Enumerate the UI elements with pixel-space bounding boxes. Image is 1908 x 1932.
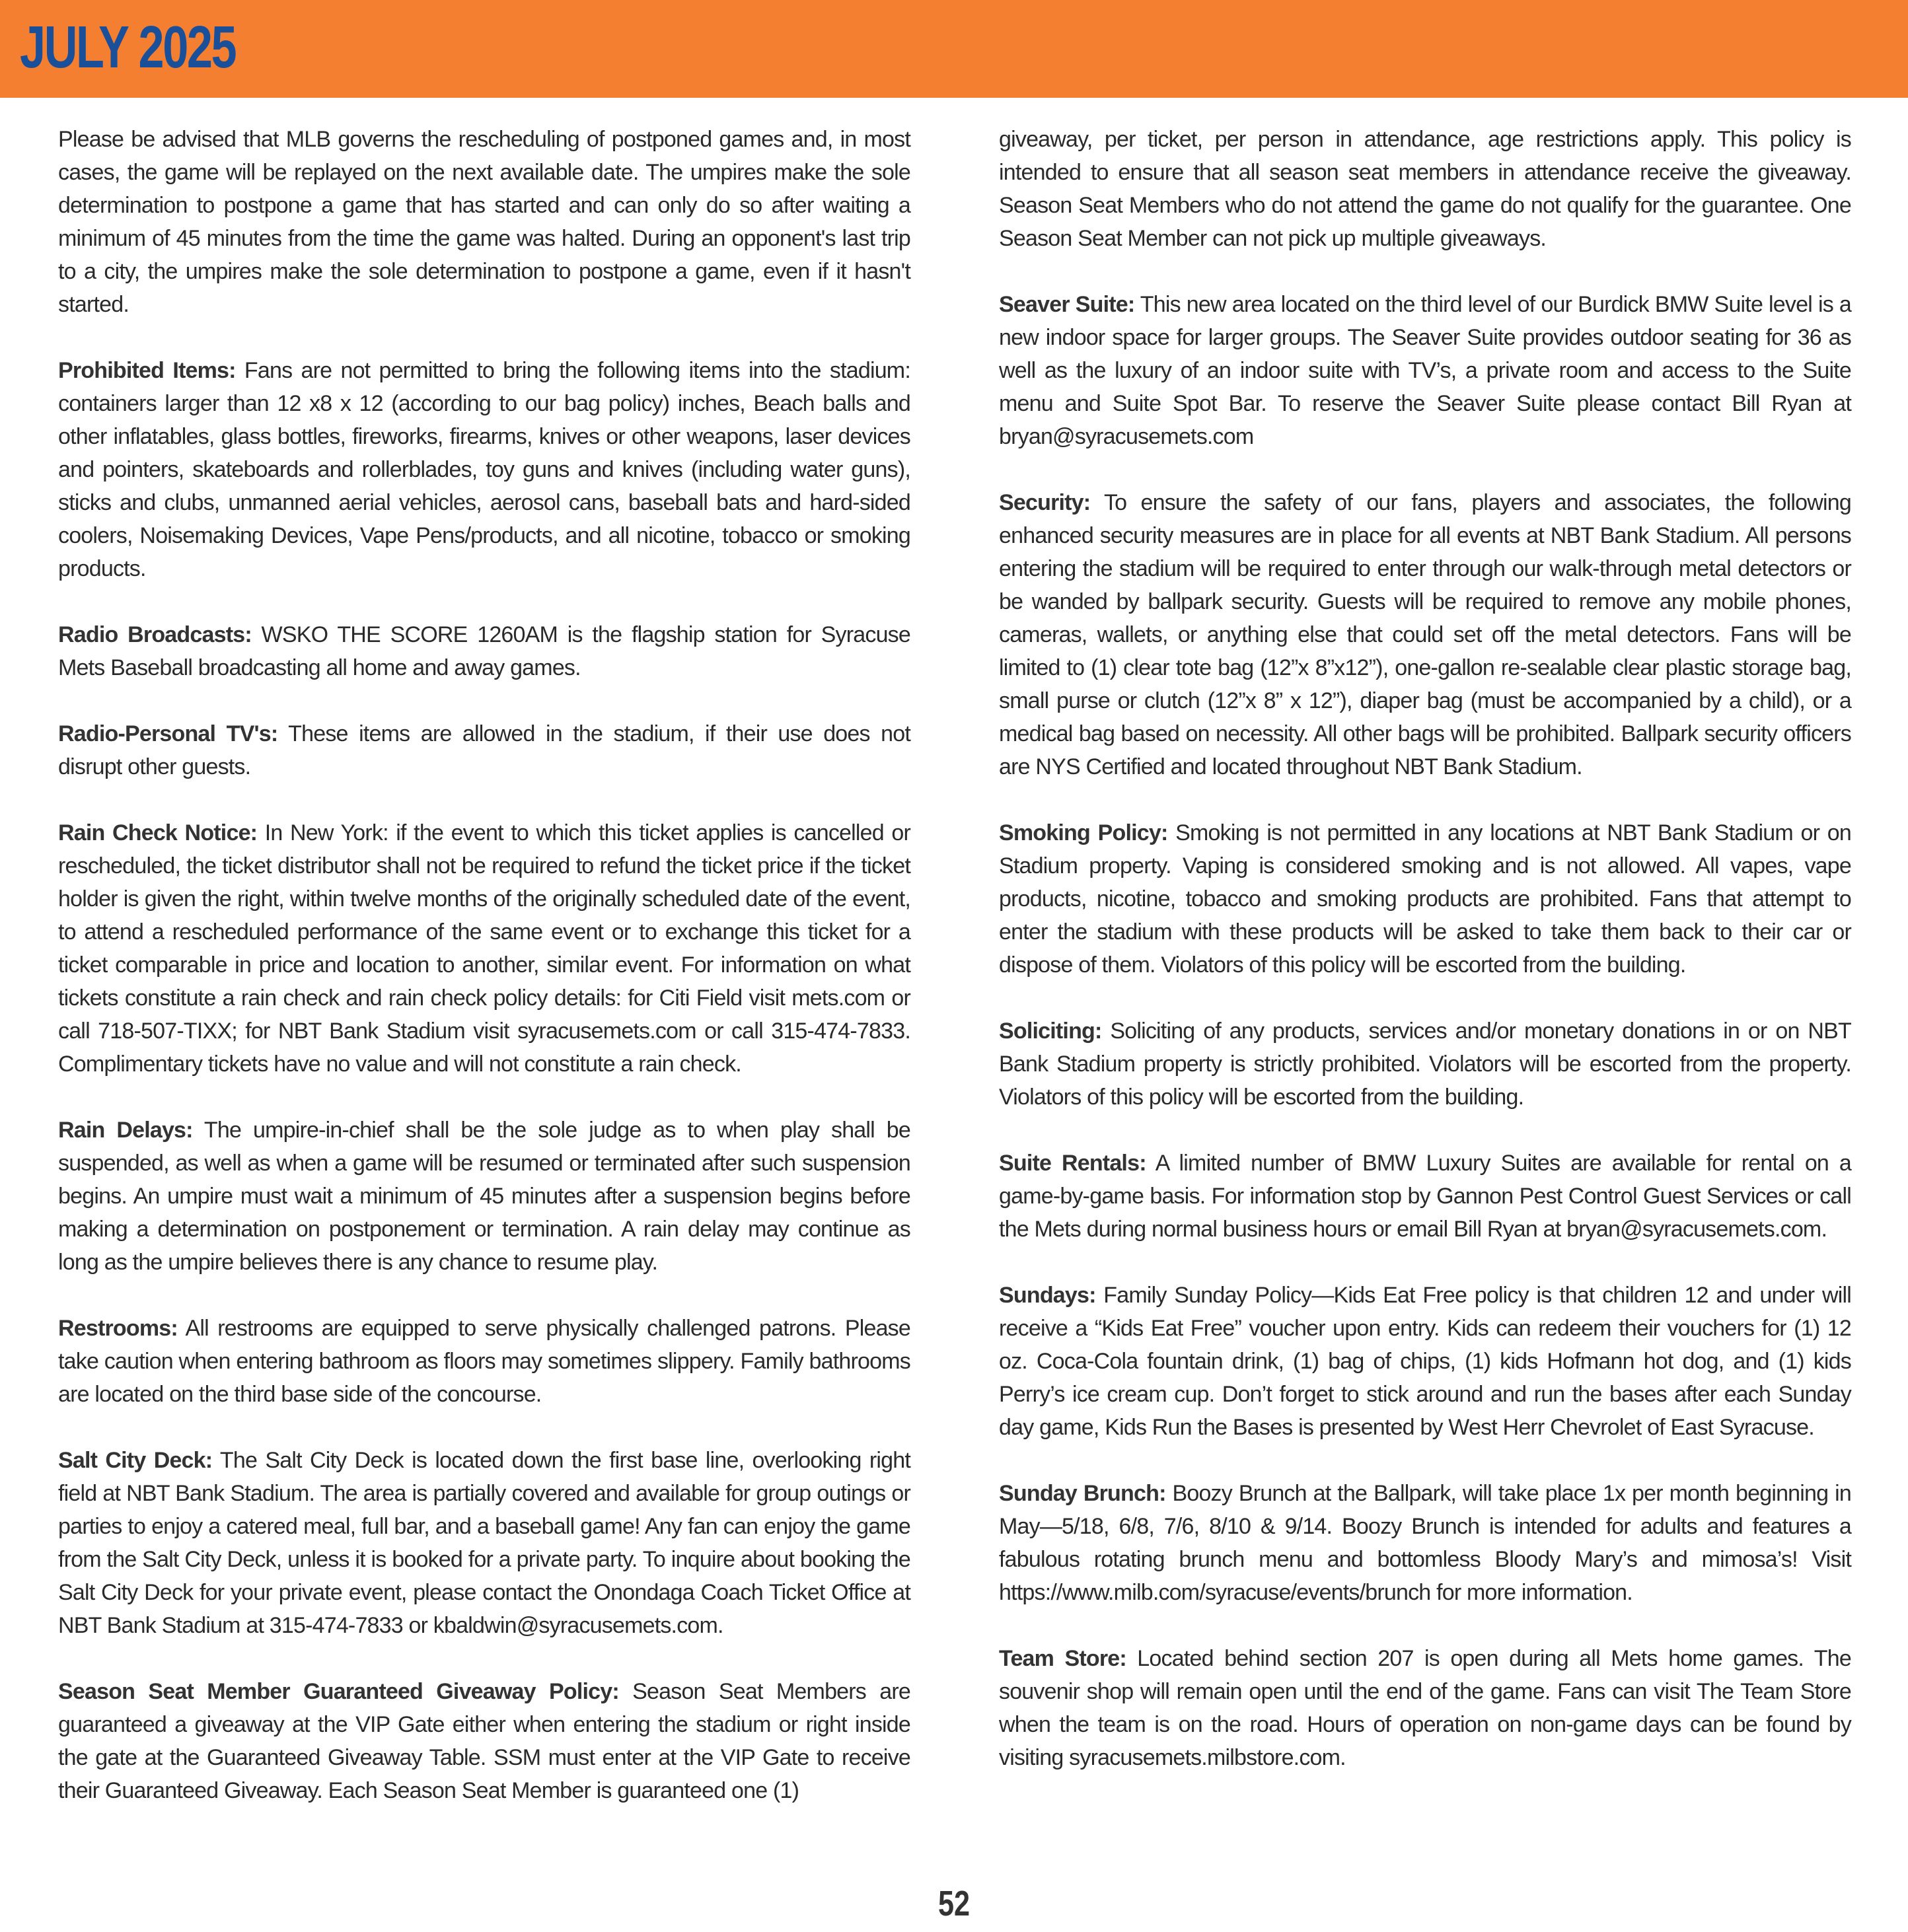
policy-text: A limited number of BMW Luxury Suites are available for rental on a game-by-game basis. For information stop by Gannon Pest Control Guest Services or call the Mets during normal business hours or email Bill Ryan at bryan@syracusemets.com. xyxy=(999,1151,1851,1242)
policy-label: Team Store: xyxy=(999,1646,1126,1671)
policy-label: Season Seat Member Guaranteed Giveaway Policy: xyxy=(58,1679,619,1704)
policy-text: WSKO THE SCORE 1260AM is the flagship station for Syracuse Mets Baseball broadcasting all home and away games. xyxy=(58,622,910,680)
policy-paragraph xyxy=(58,1312,910,1411)
policy-label: Soliciting: xyxy=(999,1019,1102,1044)
header-bar xyxy=(0,0,1908,98)
policy-paragraph xyxy=(999,1642,1851,1774)
policy-text: To ensure the safety of our fans, players and associates, the following enhanced security measures are in place for all events at NBT Bank Stadium. All persons entering the stadium will be required to enter through our walk-through metal detectors or be wanded by ballpark security. Guests will be required to remove any mobile phones, cameras, wallets, or anything else that could set off the metal detectors. Fans will be limited to (1) clear tote bag (12”x 8”x12”), one-gallon re-sealable clear plastic storage bag, small purse or clutch (12”x 8” x 12”), diaper bag (must be accompanied by a child), or a medical bag based on necessity. All other bags will be prohibited. Ballpark security officers are NYS Certified and located throughout NBT Bank Stadium. xyxy=(999,490,1851,779)
policy-paragraph xyxy=(999,1477,1851,1609)
left-column xyxy=(58,123,910,1840)
policy-label: Rain Check Notice: xyxy=(58,820,258,845)
policy-paragraph xyxy=(58,1444,910,1642)
policy-paragraph xyxy=(58,354,910,585)
policy-text: Boozy Brunch at the Ballpark, will take place 1x per month beginning in May—5/18, 6/8, 7/6, 8/10 & 9/14. Boozy Brunch is intended for adults and features a fabulous rotating brunch menu and bottomless Bloody Mary’s and mimosa’s! Visit https://www.milb.com/syracuse/events/brunch for more information. xyxy=(999,1481,1851,1605)
policy-label: Rain Delays: xyxy=(58,1118,193,1143)
policy-label: Salt City Deck: xyxy=(58,1448,213,1473)
policy-paragraph xyxy=(999,288,1851,453)
policy-label: Radio Broadcasts: xyxy=(58,622,252,647)
policy-label: Security: xyxy=(999,490,1091,515)
policy-label: Restrooms: xyxy=(58,1316,178,1341)
policy-text: Soliciting of any products, services and/or monetary donations in or on NBT Bank Stadium property is strictly prohibited. Violators will be escorted from the property. Violators of this policy will be escorted from the building. xyxy=(999,1019,1851,1110)
policy-paragraph xyxy=(999,486,1851,783)
policy-text: All restrooms are equipped to serve physically challenged patrons. Please take caution when entering bathroom as floors may sometimes slippery. Family bathrooms are located on the third base side of the concourse. xyxy=(58,1316,910,1407)
policy-text: giveaway, per ticket, per person in attendance, age restrictions apply. This policy is intended to ensure that all season seat members in attendance receive the giveaway. Season Seat Members who do not attend the game do not qualify for the guarantee. One Season Seat Member can not pick up multiple giveaways. xyxy=(999,127,1851,251)
policy-label: Sunday Brunch: xyxy=(999,1481,1166,1506)
policy-paragraph xyxy=(58,618,910,684)
page-number: 52 xyxy=(937,1884,971,1923)
policy-text: Season Seat Members are guaranteed a giveaway at the VIP Gate either when entering the stadium or right inside the gate at the Guaranteed Giveaway Table. SSM must enter at the VIP Gate to receive their Guaranteed Giveaway. Each Season Seat Member is guaranteed one (1) xyxy=(58,1679,911,1803)
right-column xyxy=(999,123,1851,1807)
page-title: JULY 2025 xyxy=(20,15,236,81)
policy-paragraph xyxy=(58,717,910,783)
policy-label: Smoking Policy: xyxy=(999,820,1168,845)
policy-paragraph xyxy=(58,816,910,1081)
policy-paragraph xyxy=(999,123,1851,255)
policy-text: Smoking is not permitted in any locations at NBT Bank Stadium or on Stadium property. Vaping is considered smoking and is not allowed. All vapes, vape products, nicotine, tobacco and smoking products are prohibited. Fans that attempt to enter the stadium with these products will be asked to take them back to their car or dispose of them. Violators of this policy will be escorted from the building. xyxy=(999,820,1851,978)
policy-paragraph xyxy=(58,1675,910,1807)
policy-text: The Salt City Deck is located down the first base line, overlooking right field at NBT Bank Stadium. The area is partially covered and available for group outings or parties to enjoy a catered meal, full bar, and a baseball game! Any fan can enjoy the game from the Salt City Deck, unless it is booked for a private party. To inquire about booking the Salt City Deck for your private event, please contact the Onondaga Coach Ticket Office at NBT Bank Stadium at 315-474-7833 or kbaldwin@syracusemets.com. xyxy=(58,1448,910,1638)
policy-text: Fans are not permitted to bring the following items into the stadium: containers larger than 12 x8 x 12 (according to our bag policy) inches, Beach balls and other inflatables, glass bottles, fireworks, firearms, knives or other weapons, laser devices and pointers, skateboards and rollerblades, toy guns and knives (including water guns), sticks and clubs, unmanned aerial vehicles, aerosol cans, baseball bats and hard-sided coolers, Noisemaking Devices, Vape Pens/products, and all nicotine, tobacco or smoking products. xyxy=(58,358,910,581)
policy-text: In New York: if the event to which this ticket applies is cancelled or rescheduled, the ticket distributor shall not be required to refund the ticket price if the ticket holder is given the right, within twelve months of the originally scheduled date of the event, to attend a rescheduled performance of the same event or to exchange this ticket for a ticket comparable in price and location to another, similar event. For information on what tickets constitute a rain check and rain check policy details: for Citi Field visit mets.com or call 718-507-TIXX; for NBT Bank Stadium visit syracusemets.com or call 315-474-7833. Complimentary tickets have no value and will not constitute a rain check. xyxy=(58,820,911,1077)
policy-label: Prohibited Items: xyxy=(58,358,236,383)
policy-paragraph xyxy=(999,1279,1851,1444)
policy-paragraph xyxy=(999,1015,1851,1114)
policy-label: Radio-Personal TV's: xyxy=(58,721,278,746)
policy-text: The umpire-in-chief shall be the sole judge as to when play shall be suspended, as well as when a game will be resumed or terminated after such suspension begins. An umpire must wait a minimum of 45 minutes after a suspension begins before making a determination on postponement or termination. A rain delay may continue as long as the umpire believes there is any chance to resume play. xyxy=(58,1118,910,1275)
policy-paragraph xyxy=(999,1147,1851,1246)
policy-paragraph xyxy=(999,816,1851,982)
policy-text: Family Sunday Policy—Kids Eat Free policy is that children 12 and under will receive a “Kids Eat Free” voucher upon entry. Kids can redeem their vouchers for (1) 12 oz. Coca-Cola fountain drink, (1) bag of chips, (1) kids Hofmann hot dog, and (1) kids Perry’s ice cream cup. Don’t forget to stick around and run the bases after each Sunday day game, Kids Run the Bases is presented by West Herr Chevrolet of East Syracuse. xyxy=(999,1283,1851,1440)
policy-label: Seaver Suite: xyxy=(999,292,1135,317)
policy-paragraph xyxy=(58,123,910,321)
policy-paragraph xyxy=(58,1114,910,1279)
policy-text: These items are allowed in the stadium, if their use does not disrupt other guests. xyxy=(58,721,911,779)
policy-text: This new area located on the third level of our Burdick BMW Suite level is a new indoor space for larger groups. The Seaver Suite provides outdoor seating for 36 as well as the luxury of an indoor suite with TV’s, a private room and access to the Suite menu and Suite Spot Bar. To reserve the Seaver Suite please contact Bill Ryan at bryan@syracusemets.com xyxy=(999,292,1851,449)
policy-label: Sundays: xyxy=(999,1283,1096,1308)
policy-text: Located behind section 207 is open during all Mets home games. The souvenir shop will remain open until the end of the game. Fans can visit The Team Store when the team is on the road. Hours of operation on non-game days can be found by visiting syracusemets.milbstore.com. xyxy=(999,1646,1851,1770)
policy-label: Suite Rentals: xyxy=(999,1151,1146,1176)
policy-text: Please be advised that MLB governs the rescheduling of postponed games and, in most cases, the game will be replayed on the next available date. The umpires make the sole determination to postpone a game that has started and can only do so after waiting a minimum of 45 minutes from the time the game was halted. During an opponent's last trip to a city, the umpires make the sole determination to postpone a game, even if it hasn't started. xyxy=(58,127,910,317)
